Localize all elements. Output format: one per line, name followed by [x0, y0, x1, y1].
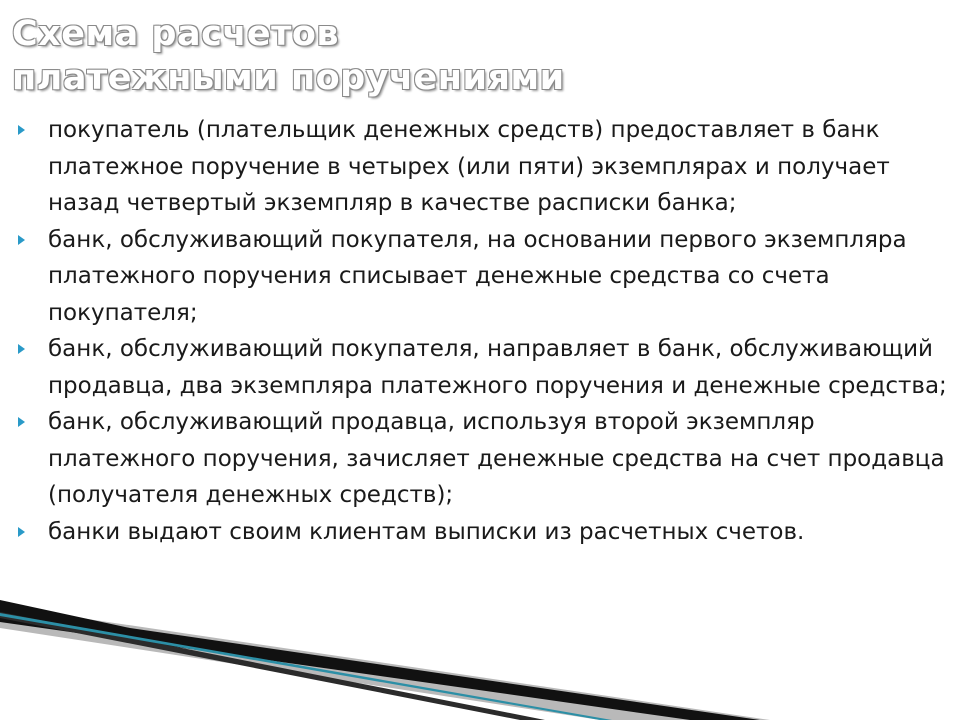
bullet-text: покупатель (плательщик денежных средств) предоставляет в банк платежное поручение в четырех (или пяти) экземплярах и получает назад четвертый экземпляр в качестве расписки банка;	[48, 117, 890, 216]
bullet-item-4	[18, 404, 953, 514]
bullet-list	[18, 112, 953, 550]
bullet-item-1	[18, 112, 953, 222]
bullet-item-2	[18, 222, 953, 332]
triangle-bullet-icon	[18, 125, 25, 135]
swoosh-dark-stroke	[0, 612, 545, 720]
slide-title	[12, 12, 565, 100]
bullet-item-3	[18, 331, 953, 404]
triangle-bullet-icon	[18, 527, 25, 537]
bullet-item-5	[18, 514, 953, 551]
bullet-text: банк, обслуживающий покупателя, на основании первого экземпляра платежного поручения списывает денежные средства со счета покупателя;	[48, 226, 907, 326]
bullet-text: банки выдают своим клиентам выписки из расчетных счетов.	[48, 518, 805, 545]
swoosh-gray-band	[0, 606, 770, 720]
bullet-text: банк, обслуживающий продавца, используя второй экземпляр платежного поручения, зачисляет денежные средства на счет продавца (получателя денежных средств);	[48, 409, 945, 508]
bullet-text: банк, обслуживающий покупателя, направляет в банк, обслуживающий продавца, два экземпляра платежного поручения и денежные средства;	[48, 336, 947, 399]
swoosh-black-wedge	[0, 600, 760, 720]
swoosh-teal-line	[0, 613, 612, 720]
slide-title-line-2: платежными поручениями	[12, 58, 565, 98]
triangle-bullet-icon	[18, 344, 25, 354]
triangle-bullet-icon	[18, 235, 25, 245]
triangle-bullet-icon	[18, 417, 25, 427]
slide-title-line-1: Схема расчетов	[12, 14, 340, 54]
